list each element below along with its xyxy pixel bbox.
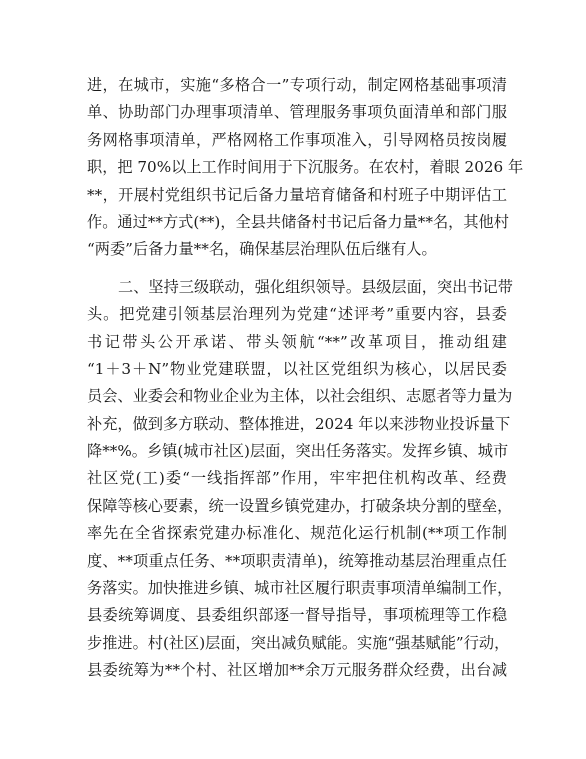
text-line: 职，把 70%以上工作时间用于下沉服务。在农村，着眼 2026 年 [87, 158, 524, 177]
text-line: 务网格事项清单，严格网格工作事项准入，引导网格员按岗履 [87, 130, 507, 149]
text-line: 县委统筹为**个村、社区增加**余万元服务群众经费，出台减 [87, 661, 507, 680]
text-line: “1＋3＋N”物业党建联盟，以社区党组织为核心，以居民委 [87, 359, 507, 378]
text-line: 度、**项重点任务、**项职责清单)，统筹推动基层治理重点任 [87, 551, 507, 570]
section-heading-line: 二、坚持三级联动，强化组织领导。县级层面，突出书记带 [118, 277, 513, 296]
text-line: 进，在城市，实施“多格合一”专项行动，制定网格基础事项清 [87, 76, 507, 94]
text-line: 社区党(工)委“一线指挥部”作用，牢牢把住机构改革、经费 [87, 469, 507, 488]
text-line: 县委统筹调度、县委组织部逐一督导指导，事项梳理等工作稳 [87, 606, 507, 625]
document-body [87, 72, 524, 685]
text-line: 保障等核心要素，统一设置乡镇党建办，打破条块分割的壁垒， [87, 496, 513, 515]
text-line: “两委”后备力量**名，确保基层治理队伍后继有人。 [87, 240, 437, 259]
text-line: 降**%。乡镇(城市社区)层面，突出任务落实。发挥乡镇、城市 [87, 442, 509, 461]
text-line: **，开展村党组织书记后备力量培育储备和村班子中期评估工 [87, 185, 507, 204]
text-line: 作。通过**方式(**)，全县共储备村书记后备力量**名，其他村 [87, 212, 509, 231]
text-line: 补充，做到多方联动、整体推进，2024 年以来涉物业投诉量下 [87, 414, 511, 433]
text-line: 员会、业委会和物业企业为主体，以社会组织、志愿者等力量为 [87, 387, 513, 406]
text-line: 步推进。村(社区)层面，突出减负赋能。实施“强基赋能”行动， [87, 633, 510, 652]
text-line: 头。把党建引领基层治理列为党建“述评考”重要内容，县委 [87, 305, 507, 324]
text-line: 务落实。加快推进乡镇、城市社区履行职责事项清单编制工作， [87, 579, 513, 598]
paragraph-2 [87, 274, 513, 685]
paragraph-spacer [87, 264, 507, 274]
text-line: 率先在全省探索党建办标准化、规范化运行机制(**项工作制 [87, 524, 507, 543]
paragraph-1 [87, 72, 524, 264]
text-line: 书记带头公开承诺、带头领航“**”改革项目，推动组建 [87, 332, 507, 351]
text-line: 单、协助部门办理事项清单、管理服务事项负面清单和部门服 [87, 103, 507, 122]
